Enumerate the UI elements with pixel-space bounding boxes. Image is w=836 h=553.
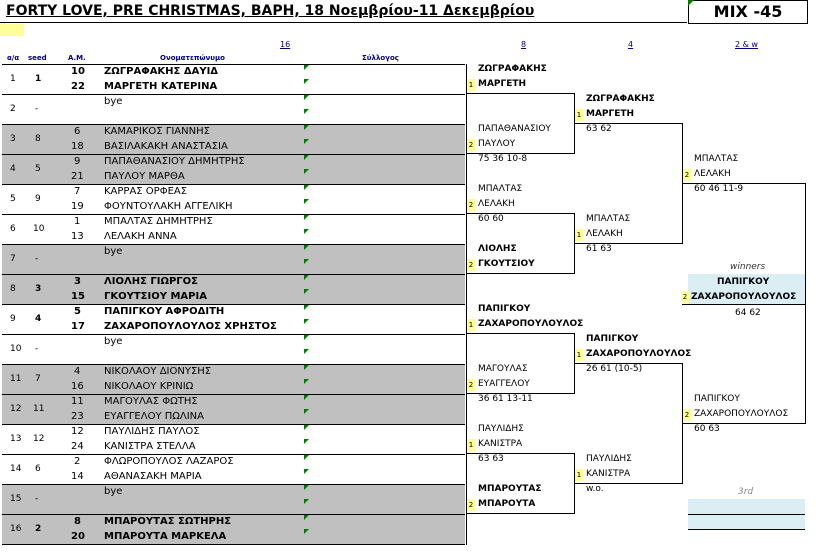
- am-value: 13: [71, 231, 84, 242]
- bracket-line: [466, 273, 574, 274]
- seed-value: 4: [35, 314, 42, 324]
- seed-value: -: [35, 254, 39, 264]
- player-name[interactable]: ΜΑΓΟΥΛΑΣ ΦΩΤΗΣ: [104, 396, 198, 407]
- winner-name: ΜΠΑΡΟΥΤΑΣ: [478, 484, 542, 494]
- winner-name: ΛΕΛΑΚΗ: [694, 169, 731, 179]
- draw-slot: [2, 334, 465, 364]
- comment-flag-icon: [304, 515, 309, 520]
- draw-slot: [2, 244, 465, 274]
- bracket-line: [466, 453, 574, 454]
- seed-value: 3: [35, 284, 42, 294]
- am-value: 17: [71, 321, 85, 332]
- am-value: 18: [71, 141, 84, 152]
- bracket-line: [682, 423, 805, 424]
- bracket-line: [682, 304, 805, 305]
- bracket-line: [466, 393, 574, 394]
- player-name[interactable]: ΚΑΡΡΑΣ ΟΡΦΕΑΣ: [104, 186, 188, 197]
- player-name[interactable]: ΜΠΑΛΤΑΣ ΔΗΜΗΤΡΗΣ: [104, 216, 213, 227]
- comment-flag-icon: [304, 79, 309, 84]
- winner-name: ΚΑΝΙΣΤΡΑ: [586, 469, 631, 479]
- draw-slot: [2, 484, 465, 514]
- player-name[interactable]: ΝΙΚΟΛΑΟΥ ΔΙΟΝΥΣΗΣ: [104, 366, 212, 377]
- seed-value: -: [35, 494, 39, 504]
- winner-name: ΖΑΧΑΡΟΠΟΥΛΟΥΛΟΣ: [478, 319, 584, 329]
- round-final-label: 2 & w: [735, 40, 758, 49]
- bracket-connector: [466, 424, 467, 485]
- player-name[interactable]: ΦΛΩΡΟΠΟΥΛΟΣ ΛΑΖΑΡΟΣ: [104, 456, 234, 467]
- seed-value: 5: [35, 164, 41, 174]
- am-value: 21: [71, 171, 84, 182]
- comment-flag-icon: [304, 439, 309, 444]
- match-score: 60 60: [478, 214, 504, 224]
- comment-flag-icon: [688, 0, 694, 6]
- am-value: 7: [74, 186, 81, 197]
- comment-flag-icon: [304, 379, 309, 384]
- winner-marker: 2: [468, 261, 474, 269]
- comment-flag-icon: [304, 199, 309, 204]
- match-score: 61 63: [586, 244, 612, 254]
- slot-number: 6: [10, 224, 16, 234]
- comment-flag-icon: [304, 65, 309, 70]
- bracket-connector: [574, 333, 575, 394]
- player-name[interactable]: ΠΑΠΙΓΚΟΥ ΑΦΡΟΔΙΤΗ: [104, 306, 225, 317]
- seed-value: 11: [33, 404, 45, 414]
- bracket-line: [466, 333, 574, 334]
- tournament-title: FORTY LOVE, PRE CHRISTMAS, ΒΑΡΗ, 18 Νοεμβρίου-11 Δεκεμβρίου: [6, 3, 535, 19]
- winner-name: ΠΑΥΛΟΥ: [478, 139, 516, 149]
- player-name[interactable]: ΠΑΥΛΟΥ ΜΑΡΘΑ: [104, 171, 185, 182]
- bracket-line: [466, 153, 574, 154]
- champion-name: ΖΑΧΑΡΟΠΟΥΛΟΥΛΟΣ: [691, 292, 797, 302]
- slot-number: 1: [10, 74, 16, 84]
- match-score: 26 61 (10-5): [586, 364, 643, 374]
- player-name[interactable]: ΚΑΝΙΣΤΡΑ ΣΤΕΛΛΑ: [104, 441, 196, 452]
- player-name[interactable]: bye: [104, 336, 123, 347]
- title-divider: [0, 22, 687, 23]
- am-value: 6: [74, 126, 81, 137]
- bracket-connector: [574, 93, 575, 154]
- player-name[interactable]: ΕΥΑΓΓΕΛΟΥ ΠΩΛΙΝΑ: [104, 411, 204, 422]
- winner-name: ΖΩΓΡΑΦΑΚΗΣ: [478, 64, 547, 74]
- comment-flag-icon: [304, 215, 309, 220]
- bracket-connector: [466, 304, 467, 365]
- am-value: 24: [71, 441, 84, 452]
- comment-flag-icon: [304, 395, 309, 400]
- header-am: Α.Μ.: [68, 54, 86, 62]
- am-value: 4: [74, 366, 81, 377]
- bracket-connector: [466, 484, 467, 545]
- comment-flag-icon: [304, 155, 309, 160]
- bracket-line: [682, 183, 805, 184]
- player-name[interactable]: ΑΘΑΝΑΣΑΚΗ ΜΑΡΙΑ: [104, 471, 202, 482]
- bracket-connector: [574, 453, 575, 514]
- player-name[interactable]: ΠΑΠΑΘΑΝΑΣΙΟΥ ΔΗΜΗΤΡΗΣ: [104, 156, 245, 167]
- winner-name: ΚΑΝΙΣΤΡΑ: [478, 439, 523, 449]
- am-value: 16: [71, 381, 84, 392]
- player-name[interactable]: ΜΠΑΡΟΥΤΑΣ ΣΩΤΗΡΗΣ: [104, 516, 232, 527]
- winner-name: ΜΠΑΛΤΑΣ: [586, 214, 631, 224]
- bracket-connector: [805, 183, 806, 424]
- winner-marker: 1: [576, 231, 582, 239]
- seed-value: -: [35, 344, 39, 354]
- winner-name: ΜΠΑΛΤΑΣ: [694, 154, 739, 164]
- slot-number: 4: [10, 164, 16, 174]
- match-score: 75 36 10-8: [478, 154, 528, 164]
- comment-flag-icon: [304, 485, 309, 490]
- player-name[interactable]: ΖΑΧΑΡΟΠΟΥΛΟΥΛΟΣ ΧΡΗΣΤΟΣ: [104, 321, 277, 332]
- seed-value: 6: [35, 464, 41, 474]
- bracket-line: [466, 93, 574, 94]
- player-name[interactable]: bye: [104, 486, 123, 497]
- bracket-connector: [466, 124, 467, 185]
- winner-marker: 1: [468, 321, 474, 329]
- bracket-connector: [466, 184, 467, 245]
- comment-flag-icon: [304, 125, 309, 130]
- seed-value: 9: [35, 194, 41, 204]
- slot-number: 2: [10, 104, 16, 114]
- bracket-line: [466, 213, 574, 214]
- winner-name: ΜΑΡΓΕΤΗ: [478, 79, 527, 89]
- winner-name: ΛΕΛΑΚΗ: [586, 229, 623, 239]
- winner-name: ΠΑΥΛΙΔΗΣ: [478, 424, 524, 434]
- slot-number: 8: [10, 284, 16, 294]
- winner-name: ΛΕΛΑΚΗ: [478, 199, 515, 209]
- match-score: 36 61 13-11: [478, 394, 533, 404]
- seed-value: 7: [35, 374, 41, 384]
- winner-marker: 1: [468, 441, 474, 449]
- seed-value: -: [35, 104, 39, 114]
- bracket-line: [466, 513, 574, 514]
- champion-name: ΠΑΠΙΓΚΟΥ: [717, 277, 770, 287]
- comment-flag-icon: [304, 455, 309, 460]
- comment-flag-icon: [304, 289, 309, 294]
- slot-number: 12: [10, 404, 22, 414]
- seed-value: 8: [35, 134, 41, 144]
- header-aa: α/α: [7, 54, 20, 62]
- winner-marker: 2: [468, 381, 474, 389]
- player-name[interactable]: ΒΑΣΙΛΑΚΑΚΗ ΑΝΑΣΤΑΣΙΑ: [104, 141, 228, 152]
- winner-marker: 2: [468, 141, 474, 149]
- round-4-label: 4: [628, 40, 634, 49]
- bracket-connector: [466, 244, 467, 305]
- winner-name: ΖΑΧΑΡΟΠΟΥΛΟΥΛΟΣ: [586, 349, 692, 359]
- bracket-line: [574, 363, 682, 364]
- selected-cell[interactable]: [0, 24, 24, 36]
- player-name[interactable]: ΝΙΚΟΛΑΟΥ ΚΡΙΝΙΩ: [104, 381, 194, 392]
- winner-name: ΜΑΓΟΥΛΑΣ: [478, 364, 528, 374]
- comment-flag-icon: [304, 529, 309, 534]
- seed-value: 1: [35, 74, 42, 84]
- match-score: 60 63: [694, 424, 720, 434]
- winner-marker: 2: [684, 411, 690, 419]
- bracket-line: [574, 483, 682, 484]
- am-value: 9: [74, 156, 81, 167]
- player-name[interactable]: bye: [104, 246, 123, 257]
- am-value: 10: [71, 66, 85, 77]
- winner-marker: 2: [468, 501, 474, 509]
- comment-flag-icon: [304, 499, 309, 504]
- draw-bottom-border: [2, 544, 465, 545]
- slot-number: 11: [10, 374, 22, 384]
- match-score: 63 62: [586, 124, 612, 134]
- winner-marker: 2: [468, 201, 474, 209]
- winner-marker: 2: [684, 171, 690, 179]
- third-place-label: 3rd: [738, 487, 754, 497]
- comment-flag-icon: [304, 185, 309, 190]
- winner-marker: 1: [576, 111, 582, 119]
- player-name[interactable]: ΜΠΑΡΟΥΤΑ ΜΑΡΚΕΛΑ: [104, 531, 227, 542]
- winner-name: ΠΑΠΑΘΑΝΑΣΙΟΥ: [478, 124, 551, 134]
- player-name[interactable]: ΖΩΓΡΑΦΑΚΗΣ ΔΑΥΙΔ: [104, 66, 219, 77]
- comment-flag-icon: [304, 305, 309, 310]
- comment-flag-icon: [304, 245, 309, 250]
- am-value: 2: [74, 456, 81, 467]
- am-value: 15: [71, 291, 85, 302]
- comment-flag-icon: [304, 169, 309, 174]
- comment-flag-icon: [304, 139, 309, 144]
- category-label: MIX -45: [688, 0, 808, 24]
- player-name[interactable]: bye: [104, 96, 123, 107]
- player-name[interactable]: ΚΑΜΑΡΙΚΟΣ ΓΙΑΝΝΗΣ: [104, 126, 210, 137]
- winner-marker: 1: [576, 471, 582, 479]
- am-value: 23: [71, 411, 84, 422]
- player-name[interactable]: ΓΚΟΥΤΣΙΟΥ ΜΑΡΙΑ: [104, 291, 207, 302]
- seed-value: 2: [35, 524, 42, 534]
- slot-number: 10: [10, 344, 22, 354]
- am-value: 1: [74, 216, 81, 227]
- slot-number: 3: [10, 134, 16, 144]
- winner-marker: 2: [682, 293, 688, 301]
- winner-name: ΠΑΠΙΓΚΟΥ: [478, 304, 531, 314]
- draw-slot: [2, 94, 465, 124]
- winner-name: ΠΑΥΛΙΔΗΣ: [586, 454, 632, 464]
- winner-name: ΛΙΟΛΗΣ: [478, 244, 517, 254]
- am-value: 14: [71, 471, 84, 482]
- bracket-line: [574, 123, 682, 124]
- player-name[interactable]: ΜΑΡΓΕΤΗ ΚΑΤΕΡΙΝΑ: [104, 81, 218, 92]
- final-score: 64 62: [735, 308, 761, 318]
- comment-flag-icon: [304, 259, 309, 264]
- slot-number: 14: [10, 464, 22, 474]
- round-8-label: 8: [521, 40, 527, 49]
- player-name[interactable]: ΛΕΛΑΚΗ ΑΝΝΑ: [104, 231, 177, 242]
- bracket-line: [688, 514, 805, 515]
- bracket-connector: [682, 123, 683, 244]
- comment-flag-icon: [304, 319, 309, 324]
- comment-flag-icon: [304, 335, 309, 340]
- winner-name: ΜΠΑΡΟΥΤΑ: [478, 499, 536, 509]
- bracket-connector: [682, 363, 683, 484]
- player-name[interactable]: ΦΟΥΝΤΟΥΛΑΚΗ ΑΓΓΕΛΙΚΗ: [104, 201, 233, 212]
- comment-flag-icon: [304, 229, 309, 234]
- match-score: w.o.: [586, 484, 604, 494]
- slot-number: 5: [10, 194, 16, 204]
- am-value: 3: [74, 276, 81, 287]
- am-value: 8: [74, 516, 81, 527]
- am-value: 5: [74, 306, 81, 317]
- winner-name: ΜΠΑΛΤΑΣ: [478, 184, 523, 194]
- slot-number: 16: [10, 524, 22, 534]
- slot-number: 15: [10, 494, 22, 504]
- match-score: 60 46 11-9: [694, 184, 744, 194]
- bracket-line: [574, 243, 682, 244]
- bracket-line: [688, 529, 805, 530]
- winner-marker: 1: [576, 351, 582, 359]
- winner-name: ΓΚΟΥΤΣΙΟΥ: [478, 259, 535, 269]
- winners-label: winners: [730, 262, 766, 272]
- player-name[interactable]: ΠΑΥΛΙΔΗΣ ΠΑΥΛΟΣ: [104, 426, 200, 437]
- comment-flag-icon: [304, 469, 309, 474]
- am-value: 12: [71, 426, 84, 437]
- comment-flag-icon: [304, 365, 309, 370]
- slot-number: 7: [10, 254, 16, 264]
- header-name: Ονοματεπώνυμο: [160, 54, 225, 62]
- winner-marker: 1: [468, 81, 474, 89]
- comment-flag-icon: [304, 349, 309, 354]
- comment-flag-icon: [304, 95, 309, 100]
- winner-name: ΜΑΡΓΕΤΗ: [586, 109, 635, 119]
- round-16-label: 16: [280, 40, 291, 49]
- header-seed: seed: [28, 54, 47, 62]
- bracket-connector: [466, 64, 467, 125]
- seed-value: 12: [33, 434, 45, 444]
- winner-name: ΖΑΧΑΡΟΠΟΥΛΟΥΛΟΣ: [694, 409, 789, 419]
- comment-flag-icon: [304, 425, 309, 430]
- player-name[interactable]: ΛΙΟΛΗΣ ΓΙΩΡΓΟΣ: [104, 276, 199, 287]
- slot-number: 9: [10, 314, 16, 324]
- bracket-connector: [574, 213, 575, 274]
- am-value: 11: [71, 396, 84, 407]
- am-value: 19: [71, 201, 84, 212]
- winner-name: ΕΥΑΓΓΕΛΟΥ: [478, 379, 530, 389]
- am-value: 20: [71, 531, 85, 542]
- comment-flag-icon: [304, 275, 309, 280]
- header-club: Σύλλογος: [362, 54, 399, 62]
- winner-name: ΠΑΠΙΓΚΟΥ: [586, 334, 639, 344]
- winner-name: ΠΑΠΙΓΚΟΥ: [694, 394, 740, 404]
- comment-flag-icon: [304, 109, 309, 114]
- seed-value: 10: [33, 224, 45, 234]
- comment-flag-icon: [304, 409, 309, 414]
- bracket-connector: [466, 364, 467, 425]
- am-value: 22: [71, 81, 85, 92]
- match-score: 63 63: [478, 454, 504, 464]
- winner-name: ΖΩΓΡΑΦΑΚΗΣ: [586, 94, 655, 104]
- slot-number: 13: [10, 434, 22, 444]
